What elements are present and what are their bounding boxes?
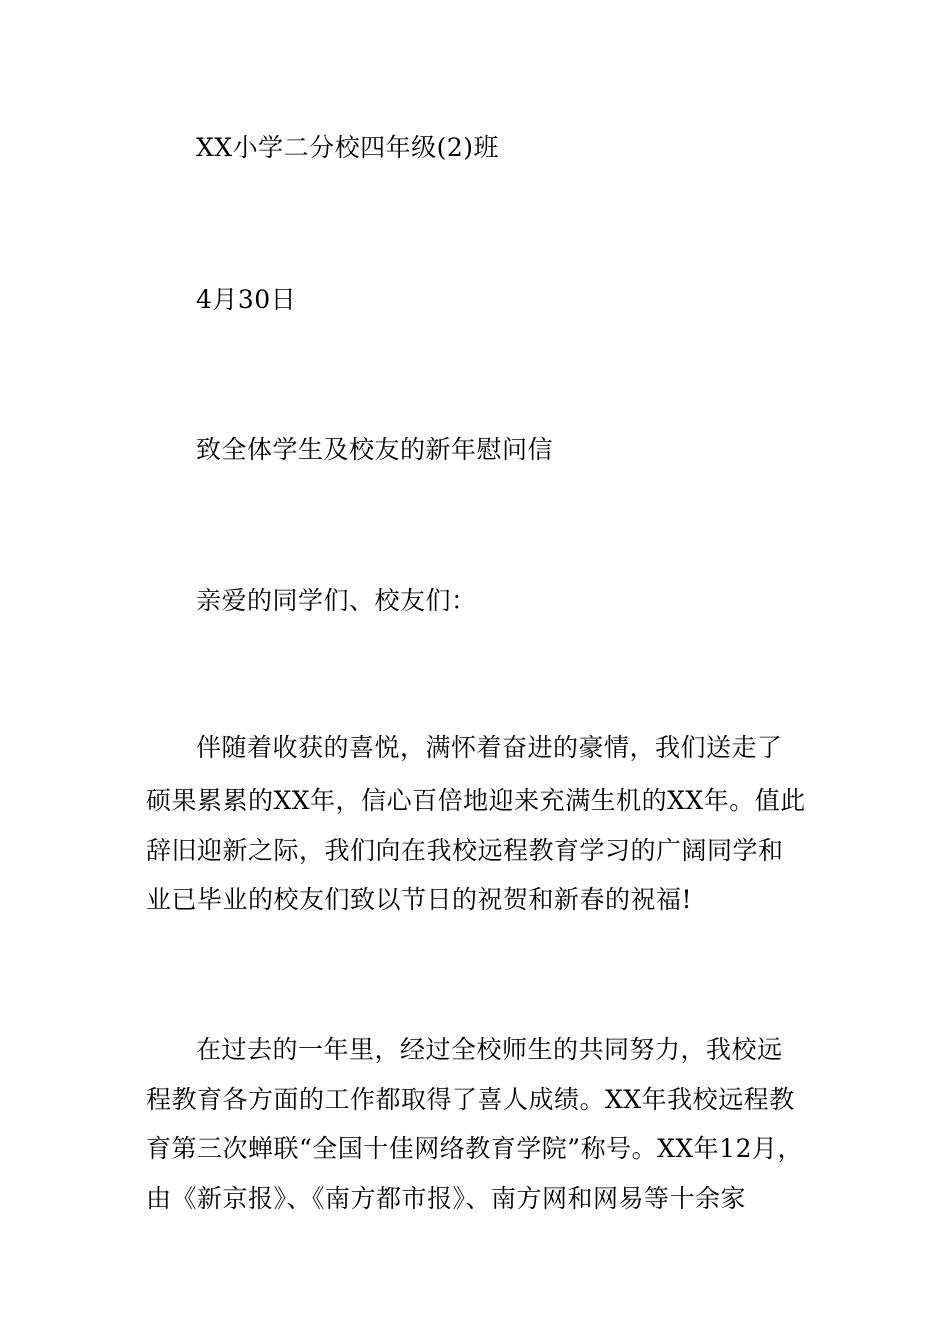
class-name-line: XX小学二分校四年级(2)班 [196,133,500,162]
salutation: 亲爱的同学们、校友们： [196,586,477,615]
paragraph-line: 育第三次蝉联“全国十佳网络教育学院”称号。XX年12月， [146,1134,803,1163]
paragraph-line: 由《新京报》、《南方都市报》、南方网和网易等十余家 [146,1184,747,1213]
paragraph-line: 伴随着收获的喜悦，满怀着奋进的豪情，我们送走了 [196,733,783,762]
letter-title: 致全体学生及校友的新年慰问信 [196,435,554,464]
paragraph-line: 在过去的一年里，经过全校师生的共同努力，我校远 [196,1035,783,1064]
date-line: 4月30日 [196,285,297,314]
paragraph-line: 程教育各方面的工作都取得了喜人成绩。XX年我校远程教 [146,1085,795,1114]
paragraph-line: 业已毕业的校友们致以节日的祝贺和新春的祝福! [146,885,693,914]
paragraph-line: 辞旧迎新之际，我们向在我校远程教育学习的广阔同学和 [146,836,784,865]
paragraph-line: 硕果累累的XX年，信心百倍地迎来充满生机的XX年。值此 [146,786,806,815]
